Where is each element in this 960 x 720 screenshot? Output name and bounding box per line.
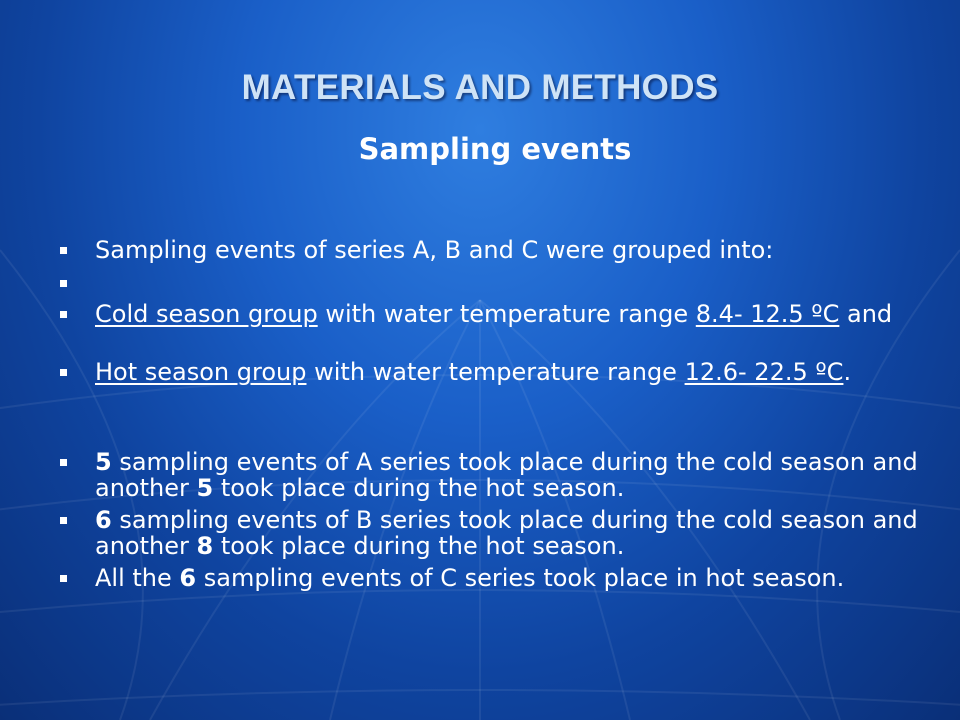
bullet-item <box>95 507 925 559</box>
bullet-text: took place during the hot season. <box>213 474 625 502</box>
count-bold: 8 <box>196 532 214 560</box>
bullet-text: sampling events of A series took place during the cold season and another <box>95 448 918 502</box>
bullet-text: with water temperature range <box>317 300 696 328</box>
hot-season-group-label: Hot season group <box>95 358 307 386</box>
bullet-item <box>95 359 925 385</box>
bullet-square-icon <box>60 459 67 466</box>
count-bold: 5 <box>95 448 112 476</box>
bullet-square-icon <box>60 575 67 582</box>
bullet-square-icon <box>60 280 67 287</box>
bullet-item <box>95 301 925 327</box>
bullet-square-icon <box>60 247 67 254</box>
bullet-square-icon <box>60 517 67 524</box>
bullet-item <box>95 449 925 501</box>
cold-temperature-range: 8.4- 12.5 ºC <box>695 300 840 328</box>
bullet-text: All the <box>95 564 180 592</box>
bullet-item <box>95 237 925 263</box>
cold-season-group-label: Cold season group <box>95 300 318 328</box>
bullet-text: and <box>839 300 893 328</box>
count-bold: 5 <box>196 474 214 502</box>
bullet-text: sampling events of C series took place in hot season. <box>196 564 845 592</box>
count-bold: 6 <box>179 564 197 592</box>
bullet-square-icon <box>60 369 67 376</box>
bullet-text: sampling events of B series took place during the cold season and another <box>95 506 918 560</box>
bullet-item <box>95 565 925 591</box>
bullet-text: took place during the hot season. <box>213 532 625 560</box>
slide-subtitle: Sampling events <box>358 132 632 166</box>
hot-temperature-range: 12.6- 22.5 ºC <box>684 358 844 386</box>
bullet-text: Sampling events of series A, B and C were grouped into: <box>95 236 774 264</box>
bullet-text: with water temperature range <box>306 358 685 386</box>
bullet-text: . <box>843 358 852 386</box>
slide-title: MATERIALS AND METHODS <box>241 68 719 107</box>
count-bold: 6 <box>95 506 112 534</box>
bullet-square-icon <box>60 311 67 318</box>
